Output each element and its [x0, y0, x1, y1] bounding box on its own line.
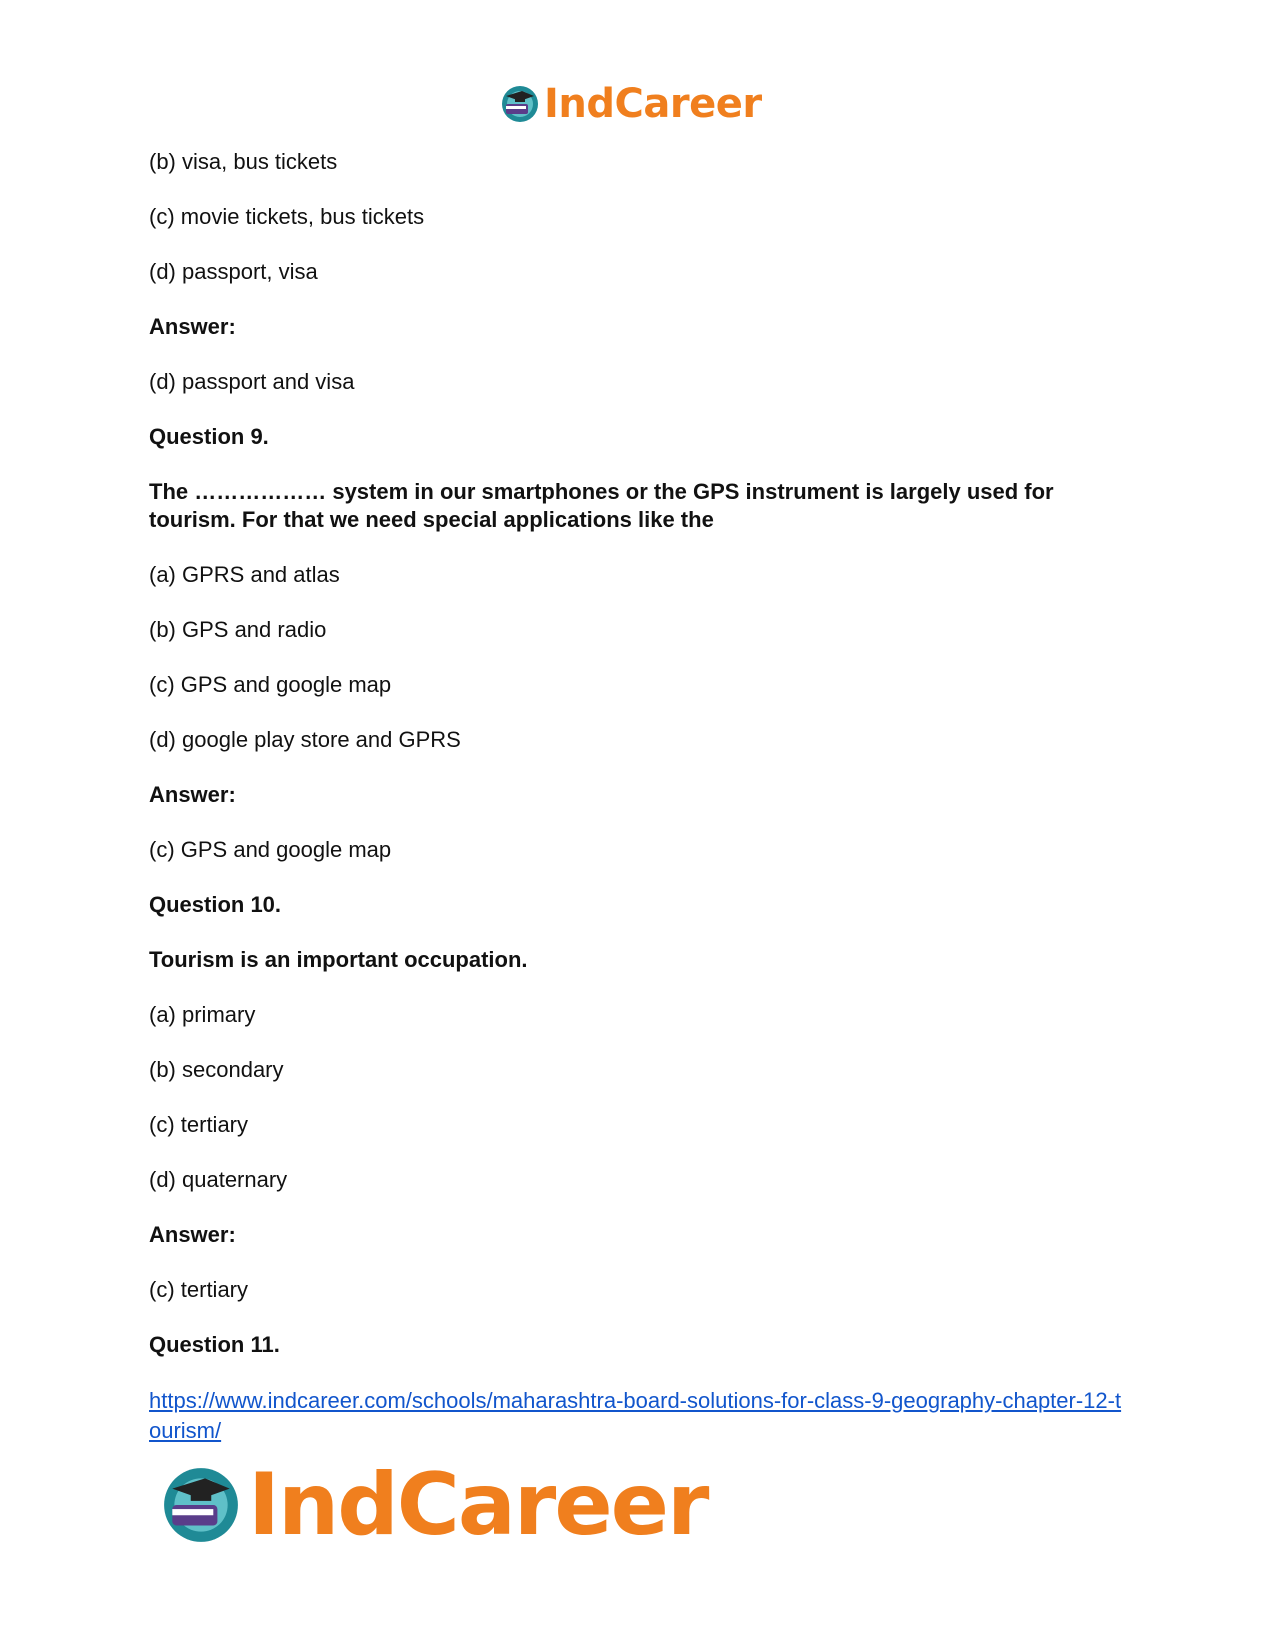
option-text: (c) movie tickets, bus tickets — [149, 204, 425, 229]
logo-wordmark: IndCareer — [248, 1455, 708, 1555]
graduation-book-icon — [160, 1464, 242, 1546]
answer-label: Answer: — [149, 782, 236, 807]
question-number: Question 10. — [149, 892, 282, 917]
option-text: (a) GPRS and atlas — [149, 562, 340, 587]
header-logo — [500, 80, 762, 128]
option-text: (a) primary — [149, 1002, 256, 1027]
option-text: (c) tertiary — [149, 1112, 248, 1137]
source-link[interactable]: https://www.indcareer.com/schools/maharashtra-board-solutions-for-class-9-geography-chapter-12-tourism/ — [149, 1388, 1122, 1443]
question-text: The ……………… system in our smartphones or the GPS instrument is largely used for tourism. For that we need special applications like the — [149, 479, 1054, 532]
option-text: (d) google play store and GPRS — [149, 727, 461, 752]
option-text: (d) quaternary — [149, 1167, 288, 1192]
option-text: (b) GPS and radio — [149, 617, 327, 642]
option-text: (c) GPS and google map — [149, 837, 392, 862]
question-text: Tourism is an important occupation. — [149, 947, 528, 972]
document-body — [149, 148, 1129, 1446]
graduation-book-icon — [500, 84, 540, 124]
question-number: Question 11. — [149, 1332, 280, 1357]
question-number: Question 9. — [149, 424, 269, 449]
answer-label: Answer: — [149, 314, 236, 339]
option-text: (b) visa, bus tickets — [149, 149, 338, 174]
option-text: (c) tertiary — [149, 1277, 248, 1302]
option-text: (b) secondary — [149, 1057, 284, 1082]
footer-logo — [160, 1455, 708, 1555]
logo-wordmark: IndCareer — [544, 81, 762, 127]
option-text: (c) GPS and google map — [149, 672, 392, 697]
answer-label: Answer: — [149, 1222, 236, 1247]
option-text: (d) passport and visa — [149, 369, 355, 394]
option-text: (d) passport, visa — [149, 259, 318, 284]
